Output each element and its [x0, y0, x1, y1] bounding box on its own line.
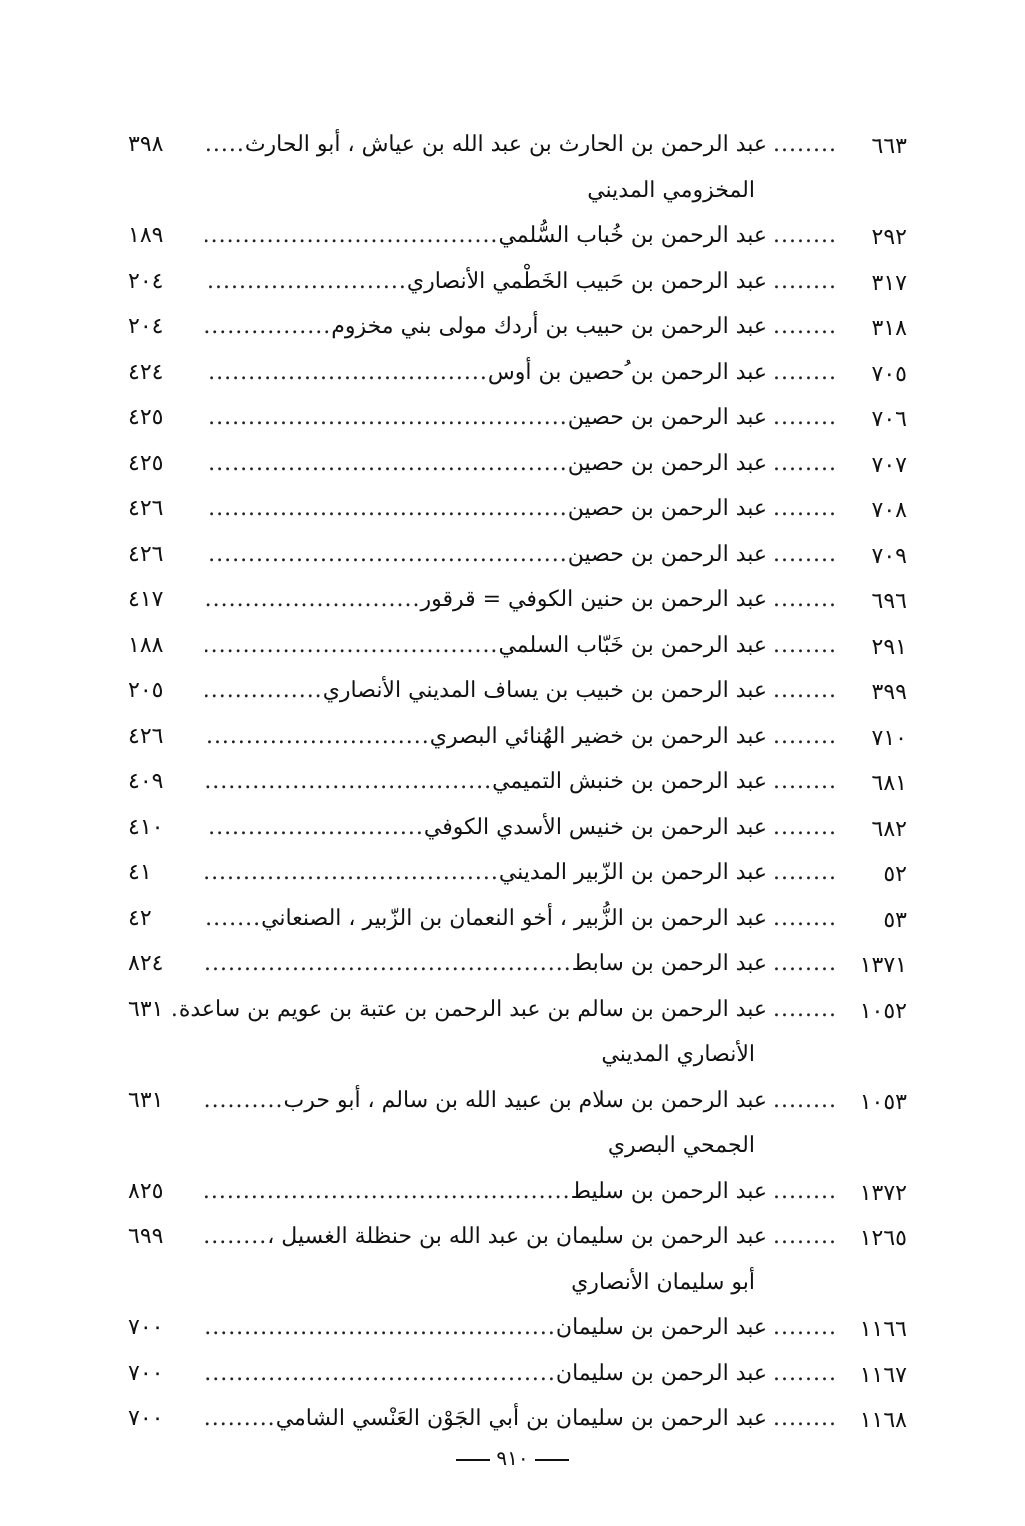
leader-dots: ........	[773, 632, 837, 658]
leader-dots: ........	[773, 1224, 837, 1249]
entry-page-ref: ٤٢٥	[128, 405, 164, 430]
index-entry	[0, 538, 1025, 584]
entry-line	[205, 451, 837, 476]
entry-name: عبد الرحمن بن حصين	[567, 496, 768, 521]
leader-dots: ........	[773, 359, 837, 385]
footer-dash-right	[456, 1459, 490, 1461]
index-entry	[0, 902, 1025, 948]
dot-leader	[205, 815, 424, 840]
dot-leader	[205, 496, 568, 521]
entry-line	[205, 815, 837, 840]
dot-leader	[205, 769, 492, 794]
entry-number: ٦٦٣	[871, 134, 907, 159]
entry-name: عبد الرحمن بن خبيب بن يساف المديني الأنصاري	[322, 678, 768, 703]
entry-name: عبد الرحمن بن خضير الهُنائي البصري	[429, 723, 768, 749]
entry-name: عبد الرحمن بن سليمان بن عبد الله بن حنظلة الغسيل ،	[267, 1224, 768, 1249]
entry-name: عبد الرحمن بن حنين الكوفي = قرقور	[420, 587, 768, 612]
entry-number: ٦٨٢	[871, 816, 907, 842]
entry-number: ٦٨١	[871, 771, 907, 796]
entry-number: ١١٦٦	[859, 1317, 907, 1342]
entry-page-ref: ٤٠٩	[128, 769, 164, 794]
leader-dots: ........	[773, 678, 837, 703]
entry-name: عبد الرحمن بن حصين	[567, 405, 768, 430]
entry-name: عبد الرحمن بن خنبش التميمي	[492, 769, 768, 794]
entry-page-ref: ٤١٠	[128, 814, 164, 840]
entry-line	[205, 678, 837, 703]
entry-line	[205, 769, 837, 794]
index-entry	[0, 492, 1025, 538]
index-entry	[0, 1220, 1025, 1266]
entry-number: ١٣٧١	[859, 953, 907, 978]
entry-line	[205, 269, 837, 294]
dot-leader	[205, 1315, 556, 1340]
index-entry	[0, 219, 1025, 265]
entry-page-ref: ٤٢	[128, 905, 152, 931]
entry-continuation	[0, 1266, 1025, 1312]
entry-number: ٣١٧	[871, 270, 907, 296]
entry-name: عبد الرحمن بن سليمان	[555, 1315, 768, 1340]
leader-dots: ........	[773, 314, 837, 339]
entry-number: ١١٦٧	[859, 1362, 907, 1388]
continuation-text: الأنصاري المديني	[601, 1042, 755, 1067]
index-entry	[0, 265, 1025, 311]
index-entry	[0, 947, 1025, 993]
index-entry	[0, 356, 1025, 402]
entry-name: عبد الرحمن بن خُباب السُّلمي	[498, 223, 768, 248]
entry-line	[205, 360, 837, 385]
entry-name: عبد الرحمن بن حصين	[567, 541, 768, 567]
leader-dots: ........	[773, 723, 837, 749]
entry-number: ٣١٨	[871, 316, 907, 341]
index-entries	[0, 128, 1025, 1448]
dot-leader	[205, 906, 261, 931]
entry-page-ref: ١٨٩	[128, 223, 164, 248]
index-entry	[0, 856, 1025, 902]
leader-dots: ........	[773, 860, 837, 885]
dot-leader	[205, 633, 498, 658]
entry-line	[205, 724, 837, 749]
entry-number: ٥٢	[883, 862, 907, 887]
entry-number: ٥٣	[883, 907, 907, 933]
entry-name: عبد الرحمن بن حَبيب الخَطْمي الأنصاري	[406, 268, 768, 294]
entry-number: ١٣٧٢	[859, 1180, 907, 1206]
index-entry	[0, 629, 1025, 675]
entry-number: ١٠٥٢	[859, 998, 907, 1024]
entry-line	[205, 633, 837, 658]
entry-name: عبد الرحمن بن ُحصين بن أوس	[487, 359, 768, 385]
entry-line	[205, 906, 837, 931]
leader-dots: ........	[773, 1087, 837, 1113]
index-entry	[0, 1357, 1025, 1403]
index-entry	[0, 811, 1025, 857]
entry-name: عبد الرحمن بن سليمان	[555, 1360, 768, 1386]
index-entry	[0, 447, 1025, 493]
entry-page-ref: ٤٢٦	[128, 541, 164, 567]
entry-number: ١١٦٨	[859, 1408, 907, 1433]
entry-continuation	[0, 1038, 1025, 1084]
entry-name: عبد الرحمن بن حصين	[567, 450, 768, 476]
leader-dots: ........	[773, 450, 837, 476]
entry-page-ref: ٧٠٠	[128, 1360, 164, 1386]
entry-page-ref: ٢٠٤	[128, 314, 164, 339]
dot-leader	[205, 587, 420, 612]
index-entry	[0, 1175, 1025, 1221]
page-number: ٩١٠	[496, 1446, 529, 1470]
entry-name: عبد الرحمن بن خنيس الأسدي الكوفي	[423, 814, 768, 840]
leader-dots: ........	[773, 769, 837, 794]
entry-number: ٢٩٢	[871, 225, 907, 250]
dot-leader	[205, 678, 323, 703]
entry-page-ref: ٤١٧	[128, 587, 164, 612]
continuation-text: أبو سليمان الأنصاري	[571, 1269, 755, 1295]
index-entry	[0, 720, 1025, 766]
entry-line	[205, 1315, 837, 1340]
entry-name: عبد الرحمن بن الزّبير المديني	[498, 860, 768, 885]
entry-number: ٧١٠	[871, 725, 907, 751]
entry-line	[205, 1224, 837, 1249]
dot-leader	[205, 1179, 571, 1204]
dot-leader	[205, 405, 568, 430]
continuation-text: الجمحي البصري	[607, 1133, 755, 1158]
entry-page-ref: ٢٠٤	[128, 268, 164, 294]
entry-line	[205, 951, 837, 976]
entry-name: عبد الرحمن بن سليط	[570, 1178, 768, 1204]
entry-page-ref: ٣٩٨	[128, 132, 164, 157]
index-entry	[0, 993, 1025, 1039]
leader-dots: ........	[773, 223, 837, 248]
entry-number: ١٠٥٣	[859, 1089, 907, 1115]
dot-leader	[205, 360, 488, 385]
entry-name: عبد الرحمن بن سلام بن عبيد الله بن سالم ، أبو حرب	[283, 1087, 768, 1113]
entry-line	[205, 405, 837, 430]
entry-number: ٦٩٦	[871, 589, 907, 614]
entry-page-ref: ٨٢٥	[128, 1178, 164, 1204]
entry-page-ref: ٨٢٤	[128, 951, 164, 976]
index-entry	[0, 401, 1025, 447]
entry-line	[205, 314, 837, 339]
leader-dots: ........	[773, 996, 837, 1022]
entry-line	[205, 860, 837, 885]
entry-page-ref: ١٨٨	[128, 632, 164, 658]
index-entry	[0, 674, 1025, 720]
entry-page-ref: ٧٠٠	[128, 1406, 164, 1431]
entry-line	[205, 1361, 837, 1386]
entry-number: ٣٩٩	[871, 680, 907, 705]
index-entry	[0, 1402, 1025, 1448]
entry-number: ٧٠٧	[871, 452, 907, 478]
index-entry	[0, 128, 1025, 174]
entry-number: ٢٩١	[871, 634, 907, 660]
entry-number: ٧٠٥	[871, 361, 907, 387]
entry-name: عبد الرحمن بن سليمان بن أبي الجَوْن العَنْسي الشامي	[275, 1406, 768, 1431]
entry-page-ref: ٦٩٩	[128, 1224, 164, 1249]
page-footer	[0, 1446, 1025, 1470]
leader-dots: ........	[773, 1406, 837, 1431]
entry-page-ref: ٤٢٤	[128, 359, 164, 385]
footer-dash-left	[535, 1459, 569, 1461]
entry-number: ١٢٦٥	[859, 1226, 907, 1251]
dot-leader	[205, 1224, 267, 1249]
dot-leader	[205, 269, 407, 294]
entry-name: عبد الرحمن بن سابط	[571, 951, 768, 976]
leader-dots: ........	[773, 405, 837, 430]
entry-page-ref: ٧٠٠	[128, 1315, 164, 1340]
dot-leader	[205, 132, 245, 157]
index-entry	[0, 310, 1025, 356]
leader-dots: ........	[773, 951, 837, 976]
entry-name: عبد الرحمن بن سالم بن عبد الرحمن بن عتبة بن عويم بن ساعدة	[178, 996, 768, 1022]
entry-line	[205, 1406, 837, 1431]
entry-page-ref: ٤٢٥	[128, 450, 164, 476]
entry-page-ref: ٦٣١	[128, 996, 164, 1022]
entry-line	[205, 132, 837, 157]
dot-leader	[205, 724, 430, 749]
entry-page-ref: ٢٠٥	[128, 678, 164, 703]
entry-line	[205, 496, 837, 521]
entry-number: ٧٠٩	[871, 543, 907, 569]
dot-leader	[205, 314, 331, 339]
dot-leader	[205, 860, 499, 885]
continuation-text: المخزومي المديني	[587, 177, 755, 203]
dot-leader	[205, 1406, 276, 1431]
leader-dots: ........	[773, 1315, 837, 1340]
leader-dots: ........	[773, 1178, 837, 1204]
entry-line	[205, 587, 837, 612]
leader-dots: ........	[773, 587, 837, 612]
entry-name: عبد الرحمن بن الحارث بن عبد الله بن عياش ، أبو الحارث	[244, 132, 768, 157]
leader-dots: ........	[773, 496, 837, 521]
entry-line	[205, 223, 837, 248]
dot-leader	[205, 451, 568, 476]
index-entry	[0, 1311, 1025, 1357]
dot-leader	[205, 1361, 556, 1386]
entry-name: عبد الرحمن بن الزُّبير ، أخو النعمان بن الزّبير ، الصنعاني	[261, 905, 768, 931]
leader-dots: ........	[773, 268, 837, 294]
index-entry	[0, 765, 1025, 811]
leader-dots: ........	[773, 1360, 837, 1386]
index-entry	[0, 583, 1025, 629]
entry-continuation	[0, 1129, 1025, 1175]
entry-line	[205, 542, 837, 567]
entry-page-ref: ٤١	[128, 860, 152, 885]
dot-leader	[205, 542, 568, 567]
index-entry	[0, 1084, 1025, 1130]
entry-line	[178, 996, 837, 1022]
entry-name: عبد الرحمن بن خَبّاب السلمي	[498, 632, 768, 658]
entry-continuation	[0, 174, 1025, 220]
dot-leader	[205, 951, 572, 976]
entry-line	[205, 1179, 837, 1204]
entry-number: ٧٠٨	[871, 498, 907, 523]
leader-dots: ........	[773, 541, 837, 567]
entry-page-ref: ٦٣١	[128, 1087, 164, 1113]
dot-leader	[205, 223, 498, 248]
leader-dots: ........	[773, 905, 837, 931]
entry-page-ref: ٤٢٦	[128, 723, 164, 749]
leader-dots: ........	[773, 132, 837, 157]
entry-page-ref: ٤٢٦	[128, 496, 164, 521]
entry-line	[205, 1088, 837, 1113]
entry-name: عبد الرحمن بن حبيب بن أردك مولى بني مخزوم	[331, 314, 768, 339]
leader-dots: ........	[773, 814, 837, 840]
entry-number: ٧٠٦	[871, 407, 907, 432]
dot-leader	[205, 1088, 284, 1113]
